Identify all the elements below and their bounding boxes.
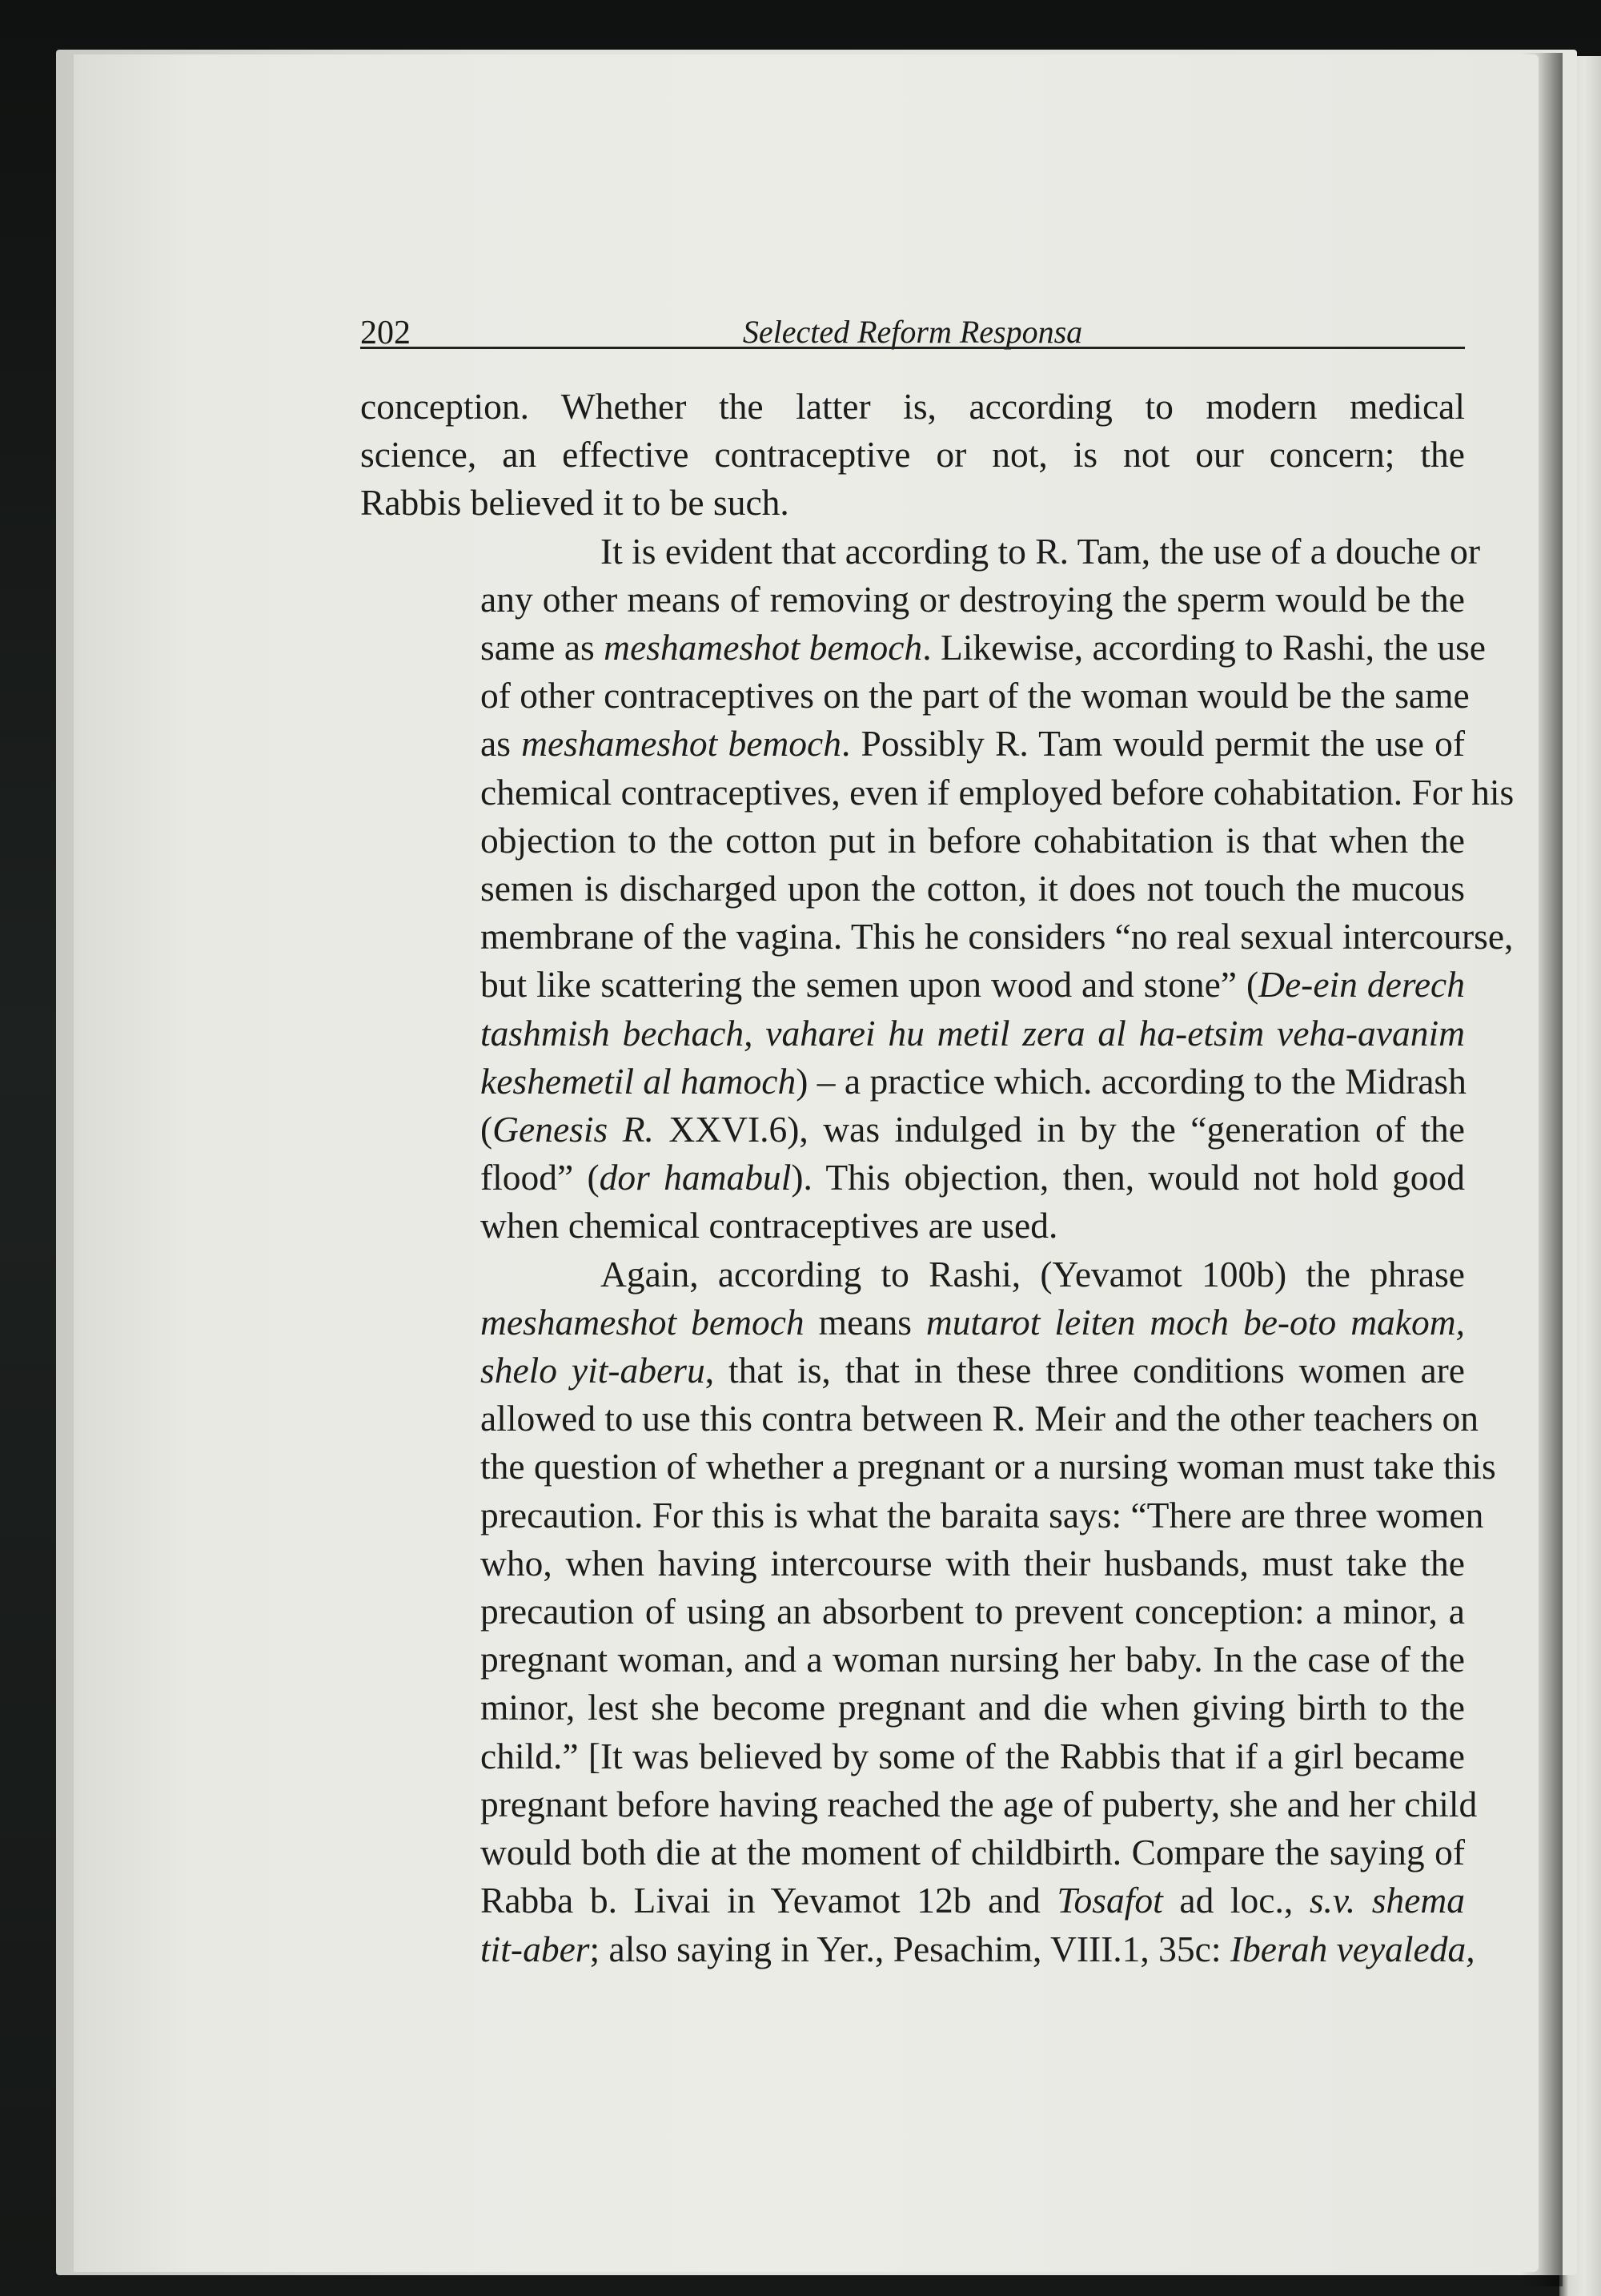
text-run: ). This objection, then, would not hold good	[791, 1157, 1466, 1198]
text-line	[360, 1202, 1465, 1250]
text-line	[360, 576, 1465, 624]
text-run: who, when having intercourse with their husbands, must take the	[480, 1542, 1465, 1584]
text-line	[360, 913, 1514, 961]
italic-term: Genesis R.	[492, 1109, 654, 1150]
paragraph	[360, 383, 1465, 528]
text-line	[360, 528, 1481, 576]
text-line	[360, 1299, 1465, 1347]
italic-term: keshemetil al hamoch	[480, 1060, 796, 1102]
text-run: minor, lest she become pregnant and die when giving birth to the	[480, 1687, 1465, 1728]
text-run: Rabbis believed it to be such.	[360, 482, 789, 524]
text-run: allowed to use this contra between R. Meir and the other teachers on	[480, 1398, 1479, 1439]
text-line	[360, 383, 1465, 431]
text-run: ) – a practice which. according to the Midrash	[796, 1060, 1467, 1102]
page-number: 202	[360, 315, 411, 351]
paragraph	[360, 528, 1515, 1250]
text-run: child.” [It was believed by some of the Rabbis that if a girl became	[480, 1735, 1465, 1776]
text-run: as	[480, 723, 522, 765]
running-title: Selected Reform Responsa	[742, 314, 1083, 350]
body-text	[360, 383, 1515, 1973]
text-line	[360, 1877, 1465, 1925]
text-run: precaution. For this is what the baraita says: “There are three women	[480, 1494, 1484, 1535]
text-run: , that is, that in these three conditions women are	[704, 1350, 1465, 1391]
italic-term: dor hamabul	[599, 1157, 792, 1198]
text-line	[360, 624, 1486, 672]
text-line	[360, 769, 1515, 817]
text-line	[360, 865, 1465, 913]
text-run: flood” (	[480, 1157, 600, 1198]
header-rule	[360, 347, 1465, 349]
italic-term: tashmish bechach, vaharei hu metil zera al ha-etsim veha-avanim	[480, 1012, 1465, 1054]
text-line	[360, 961, 1465, 1009]
text-run: conception. Whether the latter is, according to modern medical	[360, 386, 1465, 427]
text-run: the question of whether a pregnant or a nursing woman must take this	[480, 1446, 1496, 1487]
italic-term: meshameshot bemoch	[521, 723, 841, 765]
text-run: but like scattering the semen upon wood and stone” (	[480, 964, 1259, 1006]
text-run: ; also saying in Yer., Pesachim, VIII.1, 35c:	[589, 1928, 1230, 1969]
text-run: Rabba b. Livai in Yevamot 12b and	[480, 1880, 1057, 1921]
text-run: membrane of the vagina. This he considers “no real sexual intercourse,	[480, 916, 1514, 957]
italic-term: s.v. shema	[1309, 1880, 1465, 1921]
text-run: pregnant before having reached the age of puberty, she and her child	[480, 1783, 1478, 1824]
text-line	[360, 431, 1465, 479]
text-line	[360, 1732, 1465, 1780]
text-run: objection to the cotton put in before cohabitation is that when the	[480, 819, 1465, 861]
text-line	[360, 1443, 1496, 1491]
text-line	[360, 1828, 1465, 1877]
text-run: chemical contraceptives, even if employed before cohabitation. For his	[480, 771, 1515, 813]
text-line	[360, 1347, 1465, 1395]
text-run: of other contraceptives on the part of the woman would be the same	[480, 675, 1470, 716]
italic-term: tit-aber	[480, 1928, 590, 1969]
italic-term: meshameshot bemoch	[480, 1301, 805, 1343]
running-head	[360, 316, 1465, 361]
text-run: pregnant woman, and a woman nursing her baby. In the case of the	[480, 1639, 1465, 1680]
text-line	[360, 1106, 1465, 1154]
text-run: when chemical contraceptives are used.	[480, 1205, 1058, 1246]
italic-term: Iberah veyaleda,	[1230, 1928, 1475, 1969]
text-line	[360, 1154, 1465, 1202]
text-run: would both die at the moment of childbirth. Compare the saying of	[480, 1832, 1465, 1873]
text-run: It is evident that according to R. Tam, the use of a douche or	[600, 530, 1481, 572]
text-line	[360, 479, 1465, 527]
text-line	[360, 1539, 1465, 1588]
text-line	[360, 1010, 1465, 1058]
text-run: means	[804, 1301, 926, 1343]
text-line	[360, 1780, 1478, 1828]
paragraph	[360, 1250, 1496, 1973]
italic-term: De-ein derech	[1258, 964, 1465, 1006]
text-line	[360, 1925, 1475, 1973]
italic-term: Tosafot	[1057, 1880, 1163, 1921]
text-line	[360, 1395, 1479, 1443]
text-run: same as	[480, 627, 604, 668]
text-run: . Possibly R. Tam would permit the use of	[841, 723, 1465, 765]
text-run: . Likewise, according to Rashi, the use	[922, 627, 1486, 668]
italic-term: shelo yit-aberu	[480, 1350, 705, 1391]
text-line	[360, 1491, 1484, 1539]
text-line	[360, 817, 1465, 865]
text-run: any other means of removing or destroying the sperm would be the	[480, 578, 1465, 620]
text-run: precaution of using an absorbent to prevent conception: a minor, a	[480, 1591, 1465, 1632]
italic-term: mutarot leiten moch be-oto makom,	[925, 1301, 1465, 1343]
text-run: science, an effective contraceptive or not, is not our concern; the	[360, 434, 1465, 476]
text-run: (	[480, 1109, 493, 1150]
text-run: ad loc.,	[1162, 1880, 1310, 1921]
text-run: Again, according to Rashi, (Yevamot 100b) the phrase	[600, 1253, 1465, 1295]
text-line	[360, 720, 1465, 768]
text-run: semen is discharged upon the cotton, it does not touch the mucous	[480, 868, 1465, 909]
text-line	[360, 1636, 1465, 1684]
text-line	[360, 1588, 1465, 1636]
text-line	[360, 672, 1470, 720]
text-line	[360, 1684, 1465, 1732]
italic-term: meshameshot bemoch	[604, 627, 923, 668]
text-run: XXVI.6), was indulged in by the “generation of the	[653, 1109, 1465, 1150]
text-line	[360, 1058, 1465, 1106]
text-line	[360, 1250, 1465, 1299]
